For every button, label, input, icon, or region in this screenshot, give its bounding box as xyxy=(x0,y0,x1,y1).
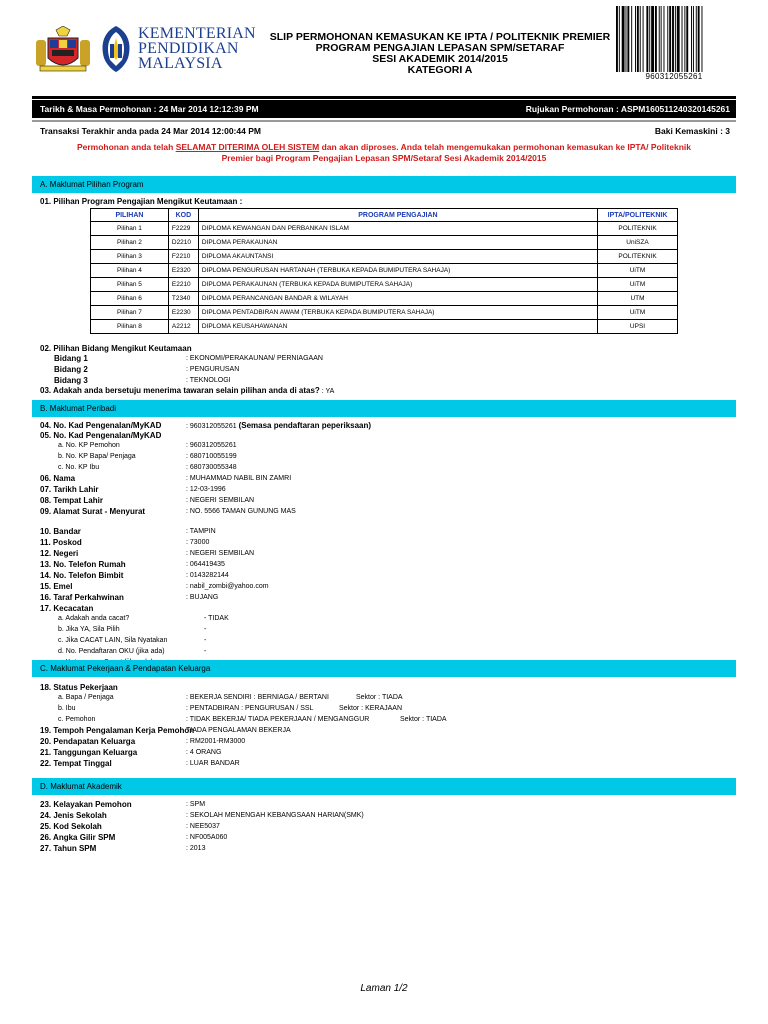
table-row: Pilihan 3 F2210 DIPLOMA AKAUNTANSI POLITEKNIK xyxy=(91,250,678,264)
column-header: PILIHAN xyxy=(91,209,169,222)
title-line-1: SLIP PERMOHONAN KEMASUKAN KE IPTA / POLITEKNIK PREMIER xyxy=(269,31,611,43)
field-label: 25. Kod Sekolah xyxy=(40,822,102,831)
field-label: 27. Tahun SPM xyxy=(40,844,97,853)
application-info-bar xyxy=(32,100,736,118)
field-label: 06. Nama xyxy=(40,474,76,483)
page-number: Laman 1/2 xyxy=(360,983,408,994)
table-row: Pilihan 7 E2230 DIPLOMA PENTADBIRAN AWAM (TERBUKA KEPADA BUMIPUTERA SAHAJA) UiTM xyxy=(91,306,678,320)
field-label: 11. Poskod xyxy=(40,538,82,547)
job-value: : BEKERJA SENDIRI : BERNIAGA / BERTANI xyxy=(186,694,329,701)
job-sector: Sektor : TIADA xyxy=(356,694,403,701)
disability-label: c. Jika CACAT LAIN, Sila Nyatakan xyxy=(58,637,168,644)
divider-top xyxy=(32,96,736,99)
section-b-header: B. Maklumat Peribadi xyxy=(32,400,736,417)
disability-value: - xyxy=(204,648,207,655)
application-datetime: Tarikh & Masa Permohonan : 24 Mar 2014 12:12:39 PM xyxy=(40,104,259,114)
field-value: : NEGERI SEMBILAN xyxy=(186,497,255,504)
table-row: Pilihan 8 A2212 DIPLOMA KEUSAHAWANAN UPSI xyxy=(91,320,678,334)
ic-label: a. No. KP Pemohon xyxy=(58,442,120,449)
column-header: KOD xyxy=(168,209,198,222)
field-value: : 064419435 xyxy=(186,561,225,568)
table-row: Pilihan 6 T2340 DIPLOMA PERANCANGAN BANDAR & WILAYAH UTM xyxy=(91,292,678,306)
field-label: 26. Angka Gilir SPM xyxy=(40,833,116,842)
field-value: : 0143282144 xyxy=(186,572,229,579)
disability-value: - TIDAK xyxy=(204,615,229,622)
job-label: a. Bapa / Penjaga xyxy=(58,694,114,701)
ic-value: : 680730055348 xyxy=(186,464,237,471)
field-label: 20. Pendapatan Keluarga xyxy=(40,737,136,746)
barcode-number: 960312055261 xyxy=(645,72,703,81)
field-value: : TAMPIN xyxy=(186,528,216,535)
job-label: b. Ibu xyxy=(58,705,76,712)
field-label: 12. Negeri xyxy=(40,549,79,558)
confirmation-notice: Permohonan anda telah SELAMAT DITERIMA OLEH SISTEM dan akan diproses. Anda telah mengemukakan permohonan kemasukan ke IPTA/ Politeknik Premier bagi Program Pengajian Lepasan SPM/Setaraf Sesi Akademik 2014/2015 xyxy=(76,142,692,163)
field-value: : 12-03-1996 xyxy=(186,486,226,493)
field-label: Bidang 1 xyxy=(54,354,88,363)
ministry-logo-icon xyxy=(98,24,134,74)
disability-label: d. No. Pendaftaran OKU (jika ada) xyxy=(58,648,165,655)
disability-label: a. Adakah anda cacat? xyxy=(58,615,130,622)
table-row: Pilihan 2 D2210 DIPLOMA PERAKAUNAN UniSZA xyxy=(91,236,678,250)
field-label: 19. Tempoh Pengalaman Kerja Pemohon xyxy=(40,726,195,735)
field-label: 24. Jenis Sekolah xyxy=(40,811,107,820)
field-value: : 73000 xyxy=(186,539,210,546)
field-label: Bidang 3 xyxy=(54,376,88,385)
field-value: : NO. 5566 TAMAN GUNUNG MAS xyxy=(186,508,296,515)
ic-label: b. No. KP Bapa/ Penjaga xyxy=(58,453,136,460)
field-value: : SPM xyxy=(186,801,206,808)
document-titles xyxy=(268,32,612,76)
ic-value: : 960312055261 xyxy=(186,442,237,449)
section-c-header: C. Maklumat Pekerjaan & Pendapatan Keluarga xyxy=(32,660,736,677)
field-value: : RM2001-RM3000 xyxy=(186,738,246,745)
field-label: 23. Kelayakan Pemohon xyxy=(40,800,132,809)
field-value: : SEKOLAH MENENGAH KEBANGSAAN HARIAN(SMK) xyxy=(186,812,364,819)
q05-label: 05. No. Kad Pengenalan/MyKAD xyxy=(40,431,162,440)
ic-label: c. No. KP Ibu xyxy=(58,464,100,471)
application-reference: Rujukan Permohonan : ASPM160511240320145261 xyxy=(525,104,730,114)
field-value: : EKONOMI/PERAKAUNAN/ PERNIAGAAN xyxy=(186,355,323,362)
field-label: 14. No. Telefon Bimbit xyxy=(40,571,124,580)
field-value: : PENGURUSAN xyxy=(186,366,240,373)
field-value: : 4 ORANG xyxy=(186,749,222,756)
field-value: : TEKNOLOGI xyxy=(186,377,231,384)
programme-table xyxy=(90,208,678,334)
q18-label: 18. Status Pekerjaan xyxy=(40,683,118,692)
table-header-row xyxy=(91,209,678,222)
field-value: : nabil_zombi@yahoo.com xyxy=(186,583,269,590)
field-value: : NEGERI SEMBILAN xyxy=(186,550,255,557)
table-row: Pilihan 1 F2229 DIPLOMA KEWANGAN DAN PERBANKAN ISLAM POLITEKNIK xyxy=(91,222,678,236)
field-value: : NEE5037 xyxy=(186,823,220,830)
barcode-icon xyxy=(614,4,734,76)
job-sector: Sektor : KERAJAAN xyxy=(339,705,403,712)
field-label: 07. Tarikh Lahir xyxy=(40,485,99,494)
q17-label: 17. Kecacatan xyxy=(40,604,94,613)
q03-label: 03. Adakah anda bersetuju menerima tawaran selain pilihan anda di atas? : YA xyxy=(40,386,335,395)
job-label: c. Pemohon xyxy=(58,716,96,723)
coat-of-arms-icon xyxy=(34,26,92,74)
field-value: : BUJANG xyxy=(186,594,219,601)
disability-value: - xyxy=(204,626,207,633)
header-logos xyxy=(34,22,264,80)
field-label: 08. Tempat Lahir xyxy=(40,496,103,505)
section-a-header: A. Maklumat Pilihan Program xyxy=(32,176,736,193)
q04-label: 04. No. Kad Pengenalan/MyKAD xyxy=(40,421,162,430)
last-transaction: Transaksi Terakhir anda pada 24 Mar 2014 12:00:44 PM xyxy=(40,126,261,136)
job-sector: Sektor : TIADA xyxy=(400,716,447,723)
disability-label: b. Jika YA, Sila Pilih xyxy=(58,626,120,633)
field-label: 16. Taraf Perkahwinan xyxy=(40,593,124,602)
job-value: : PENTADBIRAN : PENGURUSAN / SSL xyxy=(186,705,314,712)
field-value: : LUAR BANDAR xyxy=(186,760,240,767)
section-d-header: D. Maklumat Akademik xyxy=(32,778,736,795)
ic-value: : 680710055199 xyxy=(186,453,237,460)
q03-answer: : YA xyxy=(319,388,335,395)
table-row: Pilihan 4 E2320 DIPLOMA PENGURUSAN HARTANAH (TERBUKA KEPADA BUMIPUTERA SAHAJA) UiTM xyxy=(91,264,678,278)
field-value: TIADA PENGALAMAN BEKERJA xyxy=(186,727,291,734)
title-line-3: SESI AKADEMIK 2014/2015 xyxy=(372,53,508,65)
q02-label: 02. Pilihan Bidang Mengikut Keutamaan xyxy=(40,344,192,353)
title-line-4: KATEGORI A xyxy=(407,64,473,76)
column-header: IPTA/POLITEKNIK xyxy=(598,209,678,222)
field-label: 21. Tanggungan Keluarga xyxy=(40,748,138,757)
disability-value: - xyxy=(204,637,207,644)
field-label: 09. Alamat Surat - Menyurat xyxy=(40,507,146,516)
field-label: Bidang 2 xyxy=(54,365,88,374)
field-value: : NF005A060 xyxy=(186,834,228,841)
job-value: : TIDAK BEKERJA/ TIADA PEKERJAAN / MENGANGGUR xyxy=(186,716,370,723)
confirmation-emphasis: SELAMAT DITERIMA OLEH SISTEM xyxy=(175,142,320,152)
title-line-2: PROGRAM PENGAJIAN LEPASAN SPM/SETARAF xyxy=(315,42,565,54)
ministry-name: KEMENTERIAN PENDIDIKAN MALAYSIA xyxy=(138,25,256,72)
q04-value: : 960312055261 (Semasa pendaftaran peperiksaan) xyxy=(186,421,372,430)
table-row: Pilihan 5 E2210 DIPLOMA PERAKAUNAN (TERBUKA KEPADA BUMIPUTERA SAHAJA) UiTM xyxy=(91,278,678,292)
field-label: 22. Tempat Tinggal xyxy=(40,759,112,768)
field-label: 15. Emel xyxy=(40,582,73,591)
field-value: : 2013 xyxy=(186,845,206,852)
q01-label: 01. Pilihan Program Pengajian Mengikut Keutamaan : xyxy=(40,197,243,206)
column-header: PROGRAM PENGAJIAN xyxy=(198,209,597,222)
divider-grey xyxy=(32,120,736,122)
update-balance: Baki Kemaskini : 3 xyxy=(654,126,730,136)
field-label: 13. No. Telefon Rumah xyxy=(40,560,126,569)
field-label: 10. Bandar xyxy=(40,527,81,536)
field-value: : MUHAMMAD NABIL BIN ZAMRI xyxy=(186,475,292,482)
